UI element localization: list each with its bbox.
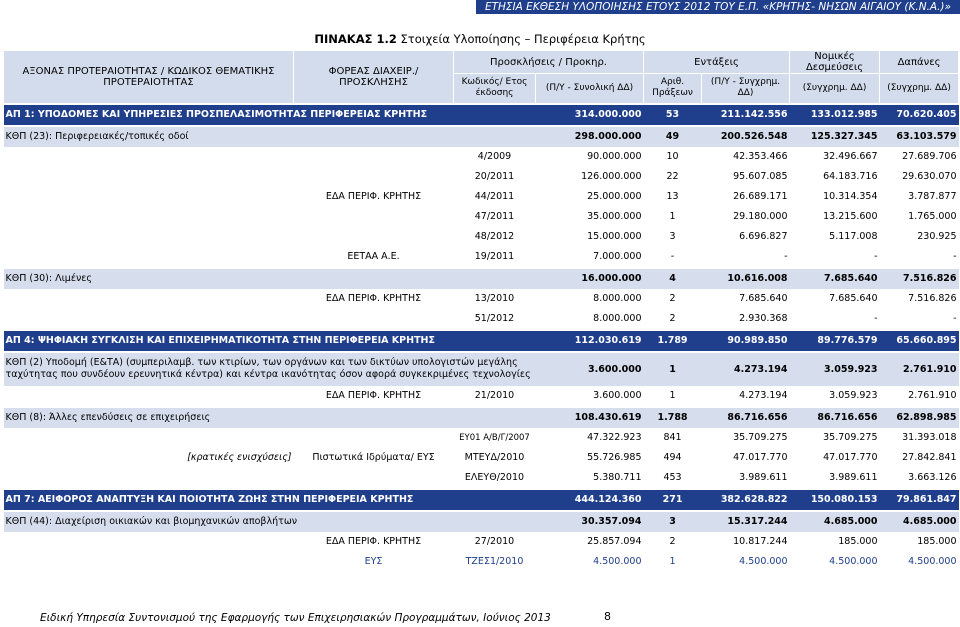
call-row	[4, 289, 959, 309]
header-inclusions: Εντάξεις	[644, 51, 790, 74]
calls-amount: 30.357.094	[536, 511, 644, 532]
priority-axis-row	[4, 489, 959, 511]
call-row	[4, 386, 959, 407]
legal-amount: 4.500.000	[829, 556, 878, 567]
axis-note	[4, 386, 294, 407]
inclusions-amount: 95.607.085	[733, 171, 788, 182]
expenses-amount: 3.663.126	[908, 472, 957, 483]
row-label: ΚΘΠ (44): Διαχείριση οικιακών και βιομηχανικών αποβλήτων	[4, 511, 536, 532]
num-acts: 1	[669, 390, 676, 401]
inclusions-amount: 86.716.656	[702, 407, 790, 428]
expenses-amount: 79.861.847	[880, 489, 959, 511]
legal-amount: 185.000	[838, 536, 878, 547]
inclusions-amount: 382.628.822	[702, 489, 790, 511]
page-number: 8	[604, 610, 611, 623]
inclusions-amount: 4.273.194	[739, 390, 788, 401]
legal-amount: 7.685.640	[829, 293, 878, 304]
call-row	[4, 187, 959, 207]
inclusions-amount: 47.017.770	[733, 452, 788, 463]
implementation-table	[3, 50, 959, 572]
inclusions-amount: 10.616.008	[702, 268, 790, 289]
num-acts: 1.788	[644, 407, 702, 428]
call-row	[4, 428, 959, 448]
num-acts: 841	[663, 432, 682, 443]
call-code: 21/2010	[474, 390, 515, 401]
inclusions-amount: -	[784, 251, 788, 262]
calls-amount: 8.000.000	[593, 293, 642, 304]
legal-amount: 13.215.600	[823, 211, 878, 222]
legal-amount: 86.716.656	[790, 407, 880, 428]
calls-amount: 314.000.000	[536, 104, 644, 126]
expenses-amount: 230.925	[917, 231, 957, 242]
inclusions-amount: 4.273.194	[702, 352, 790, 386]
row-label: ΚΘΠ (23): Περιφερειακές/τοπικές οδοί	[4, 126, 536, 147]
footer-text: Ειδική Υπηρεσία Συντονισμού της Εφαρμογής των Επιχειρησιακών Προγραμμάτων, Ιούνιος 2013	[40, 612, 551, 624]
calls-amount: 15.000.000	[587, 231, 642, 242]
row-label: ΚΘΠ (2) Υποδομή (Ε&ΤΑ) (συμπεριλαμβ. των κτιρίων, των οργάνων και των δικτύων υπολογιστών μεγάλης ταχύτητας που συνδέουν ερευνητικά κέντρα) και κέντρα ικανότητας όσον αφορά συγκεκριμένες τεχνολογίες	[4, 352, 536, 386]
calls-amount: 55.726.985	[587, 452, 642, 463]
theme-row	[4, 352, 959, 386]
axis-note	[4, 187, 294, 207]
expenses-amount: 4.685.000	[880, 511, 959, 532]
managing-body	[294, 167, 454, 187]
inclusions-amount: 4.500.000	[739, 556, 788, 567]
axis-note	[4, 147, 294, 167]
num-acts: 494	[663, 452, 682, 463]
calls-amount: 16.000.000	[536, 268, 644, 289]
table-body	[4, 104, 959, 572]
call-code: ΕΥ01 Α/Β/Γ/2007	[459, 432, 530, 443]
num-acts: 22	[666, 171, 679, 182]
axis-note	[4, 167, 294, 187]
header-calls: Προσκλήσεις / Προκηρ.	[454, 51, 644, 74]
row-label: ΑΠ 4: ΨΗΦΙΑΚΗ ΣΥΓΚΛΙΣΗ ΚΑΙ ΕΠΙΧΕΙΡΗΜΑΤΙΚΟΤΗΤΑ ΣΤΗΝ ΠΕΡΙΦΕΡΕΙΑ ΚΡΗΤΗΣ	[4, 330, 536, 352]
header-legal: Νομικές Δεσμεύσεις	[790, 51, 880, 74]
expenses-amount: -	[953, 313, 957, 324]
num-acts: 10	[666, 151, 679, 162]
legal-amount: 64.183.716	[823, 171, 878, 182]
calls-amount: 444.124.360	[536, 489, 644, 511]
call-row	[4, 227, 959, 247]
header-body: ΦΟΡΕΑΣ ΔΙΑΧΕΙΡ./ ΠΡΟΣΚΛΗΣΗΣ	[294, 51, 454, 104]
header-code: Κωδικός/ Ετος έκδοσης	[454, 74, 536, 104]
inclusions-amount: 29.180.000	[733, 211, 788, 222]
managing-body	[294, 468, 454, 489]
expenses-amount: 27.689.706	[902, 151, 957, 162]
inclusions-amount: 90.989.850	[702, 330, 790, 352]
call-code: 27/2010	[474, 536, 515, 547]
legal-amount: 3.059.923	[829, 390, 878, 401]
priority-axis-row	[4, 104, 959, 126]
calls-amount: 298.000.000	[536, 126, 644, 147]
inclusions-amount: 3.989.611	[739, 472, 788, 483]
managing-body: ΕΔΑ ΠΕΡΙΦ. ΚΡΗΤΗΣ	[325, 191, 422, 202]
calls-amount: 7.000.000	[593, 251, 642, 262]
inclusions-amount: 7.685.640	[739, 293, 788, 304]
calls-amount: 47.322.923	[587, 432, 642, 443]
managing-body	[294, 227, 454, 247]
inclusions-amount: 15.317.244	[702, 511, 790, 532]
header-num-acts: Αριθ. Πράξεων	[644, 74, 702, 104]
num-acts: 49	[644, 126, 702, 147]
expenses-amount: 27.842.841	[902, 452, 957, 463]
legal-amount: 89.776.579	[790, 330, 880, 352]
call-code: ΤΖΕΣ1/2010	[465, 556, 524, 567]
call-code: 19/2011	[474, 251, 515, 262]
axis-note	[4, 532, 294, 552]
call-row	[4, 448, 959, 468]
legal-amount: 7.685.640	[790, 268, 880, 289]
managing-body: ΕΔΑ ΠΕΡΙΦ. ΚΡΗΤΗΣ	[325, 536, 422, 547]
managing-body: ΕΕΤΑΑ Α.Ε.	[347, 251, 400, 262]
inclusions-amount: 26.689.171	[733, 191, 788, 202]
call-row	[4, 147, 959, 167]
inclusions-amount: 35.709.275	[733, 432, 788, 443]
theme-row	[4, 126, 959, 147]
call-code: 4/2009	[477, 151, 512, 162]
managing-body: ΕΔΑ ΠΕΡΙΦ. ΚΡΗΤΗΣ	[325, 390, 422, 401]
managing-body: ΕΥΣ	[364, 556, 383, 567]
calls-amount: 112.030.619	[536, 330, 644, 352]
calls-amount: 35.000.000	[587, 211, 642, 222]
expenses-amount: 29.630.070	[902, 171, 957, 182]
num-acts: 2	[669, 313, 676, 324]
num-acts: 271	[644, 489, 702, 511]
expenses-amount: 7.516.826	[880, 268, 959, 289]
axis-note	[4, 247, 294, 268]
call-row	[4, 468, 959, 489]
expenses-amount: 4.500.000	[908, 556, 957, 567]
legal-amount: 5.117.008	[829, 231, 878, 242]
managing-body	[294, 428, 454, 448]
num-acts: 1	[644, 352, 702, 386]
row-label: ΑΠ 7: ΑΕΙΦΟΡΟΣ ΑΝΑΠΤΥΞΗ ΚΑΙ ΠΟΙΟΤΗΤΑ ΖΩΗΣ ΣΤΗΝ ΠΕΡΙΦΕΡΕΙΑ ΚΡΗΤΗΣ	[4, 489, 536, 511]
table-title	[0, 32, 960, 46]
legal-amount: 3.059.923	[790, 352, 880, 386]
header-expenses: Δαπάνες	[880, 51, 959, 74]
managing-body	[294, 309, 454, 330]
calls-amount: 3.600.000	[593, 390, 642, 401]
inclusions-amount: 2.930.368	[739, 313, 788, 324]
expenses-amount: 3.787.877	[908, 191, 957, 202]
header-incl-amount: (Π/Υ - Συγχρημ. ΔΔ)	[702, 74, 790, 104]
num-acts: 13	[666, 191, 679, 202]
axis-note	[4, 227, 294, 247]
theme-row	[4, 407, 959, 428]
legal-amount: 3.989.611	[829, 472, 878, 483]
table-header	[4, 51, 959, 104]
expenses-amount: 65.660.895	[880, 330, 959, 352]
inclusions-amount: 10.817.244	[733, 536, 788, 547]
legal-amount: -	[874, 251, 878, 262]
expenses-amount: 62.898.985	[880, 407, 959, 428]
num-acts: 2	[669, 293, 676, 304]
inclusions-amount: 42.353.466	[733, 151, 788, 162]
calls-amount: 126.000.000	[581, 171, 642, 182]
inclusions-amount: 211.142.556	[702, 104, 790, 126]
call-row	[4, 309, 959, 330]
theme-row	[4, 511, 959, 532]
legal-amount: 10.314.354	[823, 191, 878, 202]
expenses-amount: 1.765.000	[908, 211, 957, 222]
num-acts: 453	[663, 472, 682, 483]
row-label: ΚΘΠ (30): Λιμένες	[4, 268, 536, 289]
axis-note	[4, 468, 294, 489]
legal-amount: 133.012.985	[790, 104, 880, 126]
call-code: 47/2011	[474, 211, 515, 222]
calls-amount: 25.000.000	[587, 191, 642, 202]
axis-note	[4, 207, 294, 227]
calls-amount: 3.600.000	[536, 352, 644, 386]
managing-body: ΕΔΑ ΠΕΡΙΦ. ΚΡΗΤΗΣ	[325, 293, 422, 304]
num-acts: 4	[644, 268, 702, 289]
theme-row	[4, 268, 959, 289]
num-acts: -	[670, 251, 675, 262]
call-row	[4, 552, 959, 572]
call-row	[4, 207, 959, 227]
legal-amount: 4.685.000	[790, 511, 880, 532]
num-acts: 3	[669, 231, 676, 242]
row-label: ΚΘΠ (8): Άλλες επενδύσεις σε επιχειρήσεις	[4, 407, 536, 428]
axis-note	[4, 552, 294, 572]
calls-amount: 4.500.000	[593, 556, 642, 567]
num-acts: 1.789	[644, 330, 702, 352]
axis-note	[4, 289, 294, 309]
call-row	[4, 247, 959, 268]
table-subtitle: Στοιχεία Υλοποίησης – Περιφέρεια Κρήτης	[396, 32, 646, 46]
call-code: ΕΛΕΥΘ/2010	[464, 472, 525, 483]
expenses-amount: 63.103.579	[880, 126, 959, 147]
header-legal-amount: (Συγχρημ. ΔΔ)	[790, 74, 880, 104]
header-calls-amount: (Π/Υ - Συνολική ΔΔ)	[536, 74, 644, 104]
num-acts: 53	[644, 104, 702, 126]
row-label: ΑΠ 1: ΥΠΟΔΟΜΕΣ ΚΑΙ ΥΠΗΡΕΣΙΕΣ ΠΡΟΣΠΕΛΑΣΙΜΟΤΗΤΑΣ ΠΕΡΙΦΕΡΕΙΑΣ ΚΡΗΤΗΣ	[4, 104, 536, 126]
call-code: 51/2012	[474, 313, 515, 324]
call-code: ΜΤΕΥΔ/2010	[464, 452, 525, 463]
expenses-amount: 2.761.910	[880, 352, 959, 386]
num-acts: 1	[669, 211, 676, 222]
managing-body: Πιστωτικά Ιδρύματα/ ΕΥΣ	[312, 452, 435, 463]
call-code: 13/2010	[474, 293, 515, 304]
expenses-amount: 185.000	[917, 536, 957, 547]
calls-amount: 8.000.000	[593, 313, 642, 324]
expenses-amount: 2.761.910	[908, 390, 957, 401]
inclusions-amount: 6.696.827	[739, 231, 788, 242]
legal-amount: 35.709.275	[823, 432, 878, 443]
call-code: 44/2011	[474, 191, 515, 202]
call-code: 48/2012	[474, 231, 515, 242]
num-acts: 2	[669, 536, 676, 547]
inclusions-amount: 200.526.548	[702, 126, 790, 147]
calls-amount: 90.000.000	[587, 151, 642, 162]
num-acts: 1	[669, 556, 676, 567]
legal-amount: 150.080.153	[790, 489, 880, 511]
num-acts: 3	[644, 511, 702, 532]
table-number: ΠΙΝΑΚΑΣ 1.2	[314, 32, 397, 46]
axis-note	[4, 309, 294, 330]
legal-amount: 125.327.345	[790, 126, 880, 147]
axis-note: [κρατικές ενισχύσεις]	[187, 452, 292, 463]
call-code: 20/2011	[474, 171, 515, 182]
header-axis: ΑΞΟΝΑΣ ΠΡΟΤΕΡΑΙΟΤΗΤΑΣ / ΚΩΔΙΚΟΣ ΘΕΜΑΤΙΚΗΣ ΠΡΟΤΕΡΑΙΟΤΗΤΑΣ	[4, 51, 294, 104]
report-header-banner: ΕΤΗΣΙΑ ΕΚΘΕΣΗ ΥΛΟΠΟΙΗΣΗΣ ΕΤΟΥΣ 2012 ΤΟΥ Ε.Π. «ΚΡΗΤΗΣ- ΝΗΣΩΝ ΑΙΓΑΙΟΥ (Κ.Ν.Α.)» 2007-2013	[476, 0, 960, 14]
calls-amount: 5.380.711	[593, 472, 642, 483]
header-exp-amount: (Συγχρημ. ΔΔ)	[880, 74, 959, 104]
call-row	[4, 167, 959, 187]
managing-body	[294, 147, 454, 167]
calls-amount: 25.857.094	[587, 536, 642, 547]
axis-note	[4, 428, 294, 448]
legal-amount: 47.017.770	[823, 452, 878, 463]
expenses-amount: -	[953, 251, 957, 262]
calls-amount: 108.430.619	[536, 407, 644, 428]
expenses-amount: 70.620.405	[880, 104, 959, 126]
priority-axis-row	[4, 330, 959, 352]
call-row	[4, 532, 959, 552]
expenses-amount: 7.516.826	[908, 293, 957, 304]
managing-body	[294, 207, 454, 227]
legal-amount: 32.496.667	[823, 151, 878, 162]
legal-amount: -	[874, 313, 878, 324]
expenses-amount: 31.393.018	[902, 432, 957, 443]
